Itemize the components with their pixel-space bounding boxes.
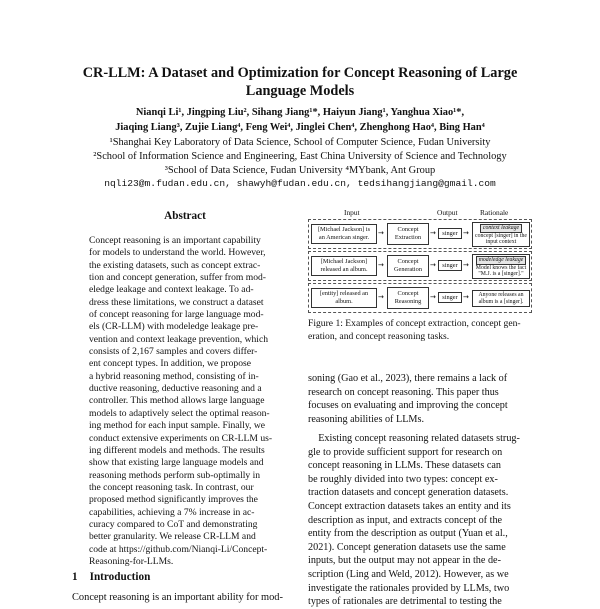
figure-rationale-line: input context (485, 239, 517, 246)
abstract-line: for models to understand the world. However, (89, 247, 266, 259)
figure-rationale-line: concept [singer] in the (475, 232, 527, 239)
body-line: research on concept reasoning. This paper thus (308, 386, 499, 398)
abstract-line: proposed method significantly improves the (89, 494, 258, 506)
abstract-line: the existing datasets, such as concept extrac- (89, 259, 261, 271)
caption-line: Figure 1: Examples of concept extraction, concept gen- (308, 318, 521, 329)
abstract-line: a hybrid reasoning method, consisting of in- (89, 370, 259, 382)
figure-task-line: Concept (397, 258, 419, 266)
body-line: description as input, and extracts concept of the (308, 514, 503, 526)
title-line: CR-LLM: A Dataset and Optimization for Concept Reasoning of Large (82, 65, 518, 81)
abstract-line: els (CR-LLM) with modeledge leakage pre- (89, 321, 259, 333)
figure-input-box (311, 256, 377, 276)
figure-rationale-line: Anyone releases an (478, 292, 524, 298)
body-line: Concept extraction datasets takes an entity and its (308, 500, 511, 512)
body-line: inputs, but the output may not appear in the de- (308, 555, 501, 567)
affiliation-line: ¹Shanghai Key Laboratory of Data Science, School of Computer Science, Fudan University (109, 137, 491, 148)
abstract-line: controller. This method allows large language (89, 395, 265, 407)
figure-rationale-box (472, 222, 530, 247)
figure-task-line: Concept (397, 290, 419, 298)
figure-input-line: [entity] released an (319, 290, 369, 298)
caption-line: eration, and concept reasoning tasks. (308, 330, 450, 342)
arrow-right-icon: → (430, 293, 436, 301)
author-list (40, 106, 560, 135)
figure-input-line: [Michael Jackson] is (317, 226, 371, 234)
abstract-line: ing method for each input sample. Finally, we (89, 420, 266, 432)
body-line: types of rationales are detrimental to testing the (308, 596, 502, 608)
figure-rationale-line: "M.J. is a [singer]." (478, 271, 524, 278)
abstract-line: of concept reasoning for large language mod- (89, 309, 264, 321)
section-heading-introduction (72, 571, 162, 583)
arrow-right-icon: → (378, 261, 384, 269)
body-line: gle to provide sufficient support for research on (308, 446, 503, 458)
abstract-line: reasoning methods perform sub-optimally in (89, 469, 261, 481)
figure-output-box (438, 292, 462, 303)
abstract-line: curacy compared to CoT and demonstrating (89, 518, 258, 530)
figure-header-output: Output (437, 208, 458, 217)
figure-input-line: an American singer. (318, 234, 370, 241)
paper-title (40, 64, 560, 100)
arrow-right-icon: → (378, 293, 384, 301)
arrow-right-icon: → (378, 229, 384, 237)
right-column-paragraph-2 (308, 432, 536, 609)
figure-rationale-box (472, 290, 530, 307)
abstract-line: eledge leakage and context leakage. To ad- (89, 284, 254, 296)
affiliation-line: ²School of Information Science and Engineering, East China University of Science and Technology (93, 150, 507, 162)
figure-task-line: Generation (394, 266, 422, 273)
figure-task-box (387, 287, 429, 309)
figure-output-box (438, 228, 462, 239)
figure-task-line: Reasoning (394, 298, 422, 305)
abstract-body (89, 235, 279, 568)
arrow-right-icon: → (430, 261, 436, 269)
abstract-line: ent concept types. In addition, we propose (89, 358, 251, 370)
abstract-line: conduct extensive experiments on CR-LLM us- (89, 432, 273, 444)
abstract-line: code at https://github.com/Nianqi-Li/Concept- (89, 543, 268, 555)
figure-task-box (387, 255, 429, 277)
right-column-paragraph-1 (308, 372, 536, 426)
figure-rationale-line: Model knows the fact (475, 264, 527, 271)
body-line: reasoning abilities of LLMs. (308, 413, 425, 425)
author-emails: nqli23@m.fudan.edu.cn, shawyh@fudan.edu.cn, tedsihangjiang@gmail.com (104, 178, 496, 189)
figure-input-box (311, 288, 377, 308)
arrow-right-icon: → (430, 229, 436, 237)
affiliations (30, 136, 570, 177)
figure-output-label: singer (442, 229, 458, 237)
figure-rationale-box (472, 254, 530, 279)
abstract-line: capabilities, achieving a 7% increase in ac- (89, 506, 255, 518)
abstract-line: show that existing large language models and (89, 457, 264, 469)
abstract-line: ductive reasoning, deductive reasoning and a (89, 383, 262, 395)
figure-input-box (311, 224, 377, 244)
figure-task-box (387, 223, 429, 245)
abstract-line: consists of 2,167 samples and covers differ- (89, 346, 258, 358)
abstract-line: vention and context leakage prevention, which (89, 333, 269, 345)
figure-header-rationale: Rationale (480, 208, 509, 217)
section-number: 1 (72, 571, 78, 583)
figure-output-label: singer (442, 261, 458, 269)
body-line: investigate the rationales provided by LLMs, two (308, 582, 510, 594)
body-line: scription (Ling and Weld, 2012). However, as we (308, 568, 509, 580)
abstract-heading: Abstract (164, 210, 206, 222)
section-title: Introduction (89, 571, 151, 583)
abstract-line: the concept reasoning task. In contrast, our (89, 481, 254, 493)
figure-output-label: singer (442, 293, 458, 301)
figure-rationale-tag: modeledge leakage (476, 256, 527, 265)
arrow-right-icon: → (463, 293, 469, 301)
figure-task-line: Concept (397, 226, 419, 234)
abstract-line: dress these limitations, we construct a dataset (89, 296, 264, 308)
affiliation-line: ³School of Data Science, Fudan University ⁴MYbank, Ant Group (164, 164, 436, 176)
abstract-line: better granularity. We release CR-LLM and (89, 531, 256, 543)
figure-row-generation (308, 251, 532, 281)
figure-task-line: Extraction (394, 234, 422, 241)
figure-row-extraction (308, 219, 532, 249)
abstract-line: Concept reasoning is an important capability (89, 235, 261, 246)
author-line: Nianqi Li¹, Jingping Liu², Sihang Jiang¹*, Haiyun Jiang¹, Yanghua Xiao¹*, (135, 107, 465, 118)
author-line: Jiaqing Liang³, Zujie Liang⁴, Feng Wei⁴, Jinglei Chen⁴, Zhenghong Hao⁴, Bing Han⁴ (115, 121, 485, 133)
body-line: traction datasets and concept generation datasets. (308, 487, 509, 499)
body-line: Existing concept reasoning related datasets strug- (308, 433, 520, 444)
abstract-line: models to adaptively select the optimal reason- (89, 407, 270, 419)
abstract-line: ing different models and methods. The results (89, 444, 265, 456)
body-line: 2021). Concept generation datasets use the same (308, 541, 506, 553)
body-line: concept reasoning in LLMs. These datasets can (308, 460, 502, 472)
body-line: focuses on evaluating and improving the concept (308, 400, 508, 412)
body-line: entity from the description as output (Yuan et al., (308, 528, 508, 540)
figure-input-line: album. (335, 298, 353, 305)
figure-rationale-tag: context leakage (480, 224, 522, 233)
title-line: Language Models (245, 83, 355, 99)
body-line: soning (Gao et al., 2023), there remains a lack of (308, 373, 508, 384)
arrow-right-icon: → (463, 261, 469, 269)
figure-header-input: Input (344, 208, 360, 217)
figure-caption (308, 318, 536, 343)
abstract-line: Reasoning-for-LLMs. (89, 555, 174, 567)
figure-rationale-line: album is a [singer]. (478, 298, 524, 305)
figure-input-line: [Michael Jackson] (320, 258, 368, 266)
intro-first-line: Concept reasoning is an important ability for mod- (72, 592, 283, 603)
figure-output-box (438, 260, 462, 271)
figure-row-reasoning (308, 283, 532, 313)
figure-1 (308, 208, 536, 312)
abstract-line: tion and concept generation, suffer from mod- (89, 272, 266, 284)
body-line: be roughly divided into two types: concept ex- (308, 473, 498, 485)
arrow-right-icon: → (463, 229, 469, 237)
figure-input-line: released an album. (320, 266, 368, 273)
